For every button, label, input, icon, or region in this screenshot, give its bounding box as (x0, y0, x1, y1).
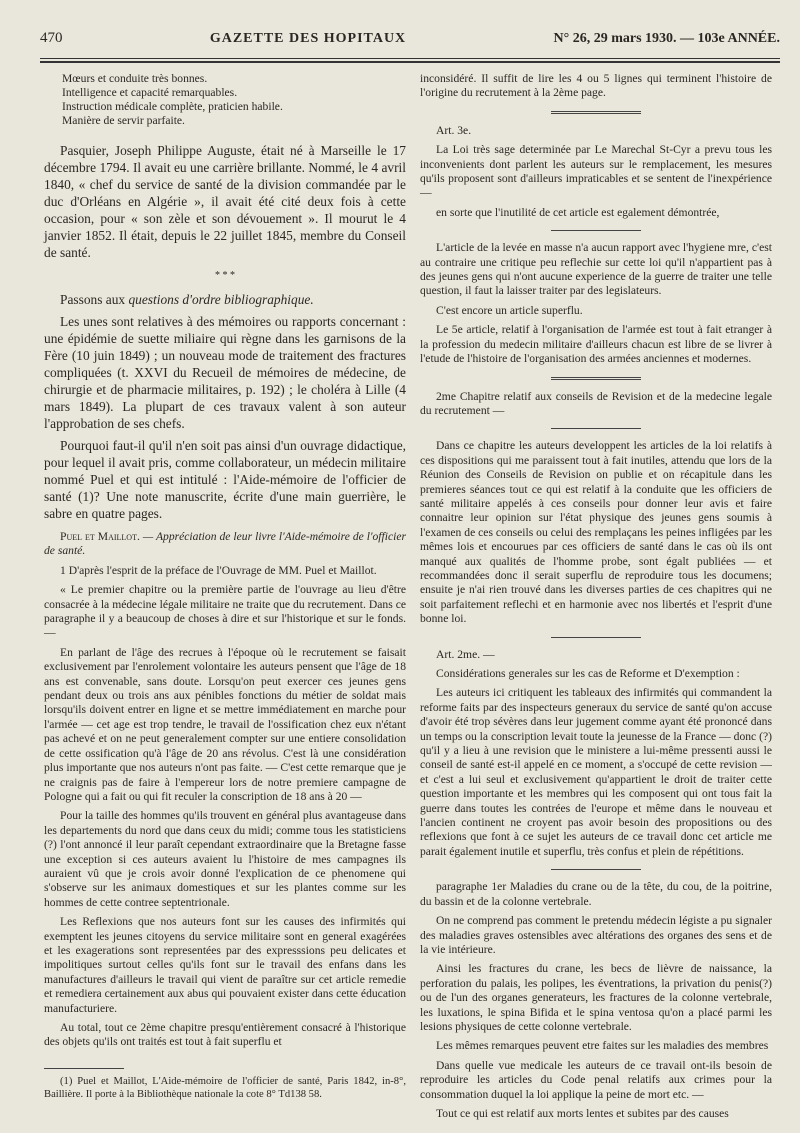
page-header (40, 30, 780, 56)
paragraph: inconsidéré. Il suffit de lire les 4 ou 5 lignes qui terminent l'histoire de l'origine du recrutement à la 2ème page. (420, 72, 772, 100)
paragraph: « Le premier chapitre ou la première partie de l'ouvrage au lieu d'être consacrée à la médecine légale militaire ne traite que du recrutement. Dans ce paragraphe il y a beaucoup de choses à dire et sur l'historique et sur le fonds. — (44, 583, 406, 640)
page-number: 470 (40, 30, 63, 46)
biblio-intro: Passons aux (60, 292, 126, 307)
qualification-item: Intelligence et capacité remarquables. (62, 86, 238, 99)
biblio-title: questions d'ordre bibliographique. (128, 292, 314, 307)
section-authors: Puel et Maillot. (60, 530, 140, 543)
paragraph: en sorte que l'inutilité de cet article est egalement démontrée, (436, 205, 720, 219)
paragraph: Ainsi les fractures du crane, les becs de lièvre de naissance, la perforation du palais, les polipes, les éventrations, la privation du penis(?) ou de l'un des organes generateurs, les fractures de la colonne vertebrale, les luxations, le spina Bifida et le spina ventosa qu'on a placé parmi les lesions physiques de cette colonne vertebrale. (420, 962, 772, 1033)
pasquier-paragraph: Pasquier, Joseph Philippe Auguste, était né à Marseille le 17 décembre 1794. Il avait eu une carrière brillante. Nommé, le 4 avril 1840, « chef du service de santé de la division commandée par le duc d'Orléans en Algérie », il avait été cité deux fois à cette occasion, pour « son zèle et son dévouement ». Il mourut le 4 janvier 1852. Il était, depuis le 22 juillet 1845, membre du Conseil de santé. (44, 143, 406, 260)
paragraph: Les auteurs ici critiquent les tableaux des infirmités qui commandent la reforme faits par des inspecteurs generaux du service de santé qu'on accuse d'avoir été trop sévères dans leur jugement comme ayant été prononcé dans un temps ou la conscription levait toute la jeunesse de la France — donc (?) qu'il y a lieu à une revision que le ministere a lui-même pressenti aussi le conseil de santé est-il appelé en ce moment, a s'occupé de cette revision — et c'est a lui seul et exclusivement qu'appartient le droit de traiter cette question importante et les membres qui les composent qui ont tous fait la guerre dans toutes les contrées de l'europe et même dans le nouveau et l'ancien continent ne croyent pas avoir besoin des propositions ou des reflexions que font à ce sujet les auteurs de ce travail donc cet article me parait également inutile et superflu, très confus et plein de répétitions. (420, 686, 772, 858)
section-heading (44, 530, 406, 559)
paragraph: Les mêmes remarques peuvent etre faites sur les maladies des membres (436, 1039, 769, 1053)
qualification-item: Instruction médicale complète, praticien habile. (62, 100, 283, 113)
article-heading: Art. 2me. — (436, 647, 495, 661)
section-title: — Appréciation de leur livre l'Aide-mémoire de l'officier de santé. (44, 530, 406, 558)
biblio-heading (44, 291, 406, 308)
paragraph: Dans quelle vue medicale les auteurs de ce travail ont-ils besoin de reproduire les articles du Code penal relatifs aux crimes pour la consommation duquel la loi applique la peine de mort etc. — (420, 1058, 772, 1101)
paragraph: Au total, tout ce 2ème chapitre presqu'entièrement consacré à l'historique des objets qu'ils ont traités est tout à fait superflu et (44, 1021, 406, 1049)
paragraph: En parlant de l'âge des recrues à l'époque où le recrutement se faisait exclusivement par l'enrolement volontaire les auteurs pensent que l'âge de 18 ans est convenable, sans doute. Lorsqu'on peut exercer ces jeunes gens pendant deux ou trois ans aux pénibles fonctions du métier de soldat mais lorsqu'ils doivent entrer en ligne et se mettre immédiatement en marche pour l'armée — cet age est trop tendre, le travail de l'ossification chez eux n'étant pas achevé et on ne peut generalement compter sur une entiere consolidation de cette ossification qu'à l'âge de 20 ans révolus. C'est là une considération plus importante que nos auteurs n'ont pas faite. — C'est cette remarque que je ne craignis pas de faire à l'empereur lors de notre premiere campagne de Pologne qui a fait ou qui fit reculer la conscription de 18 ans à 20 — (44, 645, 406, 803)
separator (551, 637, 641, 638)
separator (551, 230, 641, 231)
qualification-item: Mœurs et conduite très bonnes. (62, 72, 208, 85)
paragraph: Tout ce qui est relatif aux morts lentes et subites par des causes (436, 1106, 729, 1120)
asterism: * * * (215, 270, 235, 281)
separator (551, 869, 641, 870)
paragraph: C'est encore un article superflu. (436, 303, 583, 317)
footnote: (1) Puel et Maillot, L'Aide-mémoire de l'officier de santé, Paris 1842, in-8°, Baillière. Il porte à la Bibliothèque nationale la cote 8° Td138 58. (44, 1075, 406, 1100)
separator (551, 111, 641, 114)
paragraph: L'article de la levée en masse n'a aucun rapport avec l'hygiene mre, c'est au contraire une critique peu reflechie sur cette loi qu'il n'appartient pas à des jeunes gens qui n'ont aucune experience de la guerre de traiter une telle question, il faut la laisser traiter par des legislateurs. (420, 241, 772, 298)
header-rule-thick (40, 61, 780, 63)
paragraph: Les Reflexions que nos auteurs font sur les causes des infirmités qui exemptent les jeunes citoyens du service militaire sont en general exagérées et les exagerations sont representées par des expresssions peu delicates et impolitiques surtout celles qu'ils font sur le travail des enfans dans les manufactures d'ailleurs le travail qui vient de paraître sur cet article remedie et remediera certainement aux abus qui pouvaient exister dans cette éducation manufacturiere. (44, 915, 406, 1015)
separator (551, 428, 641, 429)
left-column (44, 72, 406, 1113)
paragraph: Pour la taille des hommes qu'ils trouvent en général plus avantageuse dans les departements du nord que dans ceux du midi; comme tous les statisticiens (?) l'ont annoncé il leur paraît cependant extraordinaire que la Bretagne fasse une exception si ces auteurs avaient lu l'histoire de mes campagnes ils auraient vû que je crois avoir donné l'explication de ce phenomene qui s'observe sur les animaux domestiques et sur les plantes comme sur les hommes de cette contree septentrionale. (44, 809, 406, 909)
footnote-rule (44, 1068, 124, 1069)
chapter-heading: 2me Chapitre relatif aux conseils de Revision et de la medecine legale du recrutement — (420, 389, 772, 417)
paragraph: La Loi très sage determinée par Le Marechal St-Cyr a prevu tous les inconvenients dont parlent les auteurs sur le remplacement, les mesures qu'ils proposent sont d'ailleurs impraticables et se sentent de l'inexpérience — (420, 143, 772, 200)
paragraph: paragraphe 1er Maladies du crane ou de la tête, du cou, de la poitrine, du bassin et de la colonne vertebrale. (420, 880, 772, 908)
right-column (420, 72, 772, 1120)
header-rule (40, 58, 780, 59)
paragraph: On ne comprend pas comment le pretendu médecin légiste a pu signaler des maladies graves ostensibles avec altérations des organes des sens et de la vie intérieure. (420, 914, 772, 956)
issue-info: N° 26, 29 mars 1930. — 103e ANNÉE. (553, 31, 780, 46)
paragraph: Le 5e article, relatif à l'organisation de l'armée est tout à fait etranger à la profession du medecin militaire d'ailleurs chacun est libre de se livrer à l'etude de l'histoire de l'organisation des armées anciennes et modernes. (420, 323, 772, 366)
paragraph: Considérations generales sur les cas de Reforme et D'exemption : (436, 667, 740, 680)
biblio-paragraph-2: Pourquoi faut-il qu'il n'en soit pas ainsi d'un ouvrage didactique, pour lequel il avait pris, comme collaborateur, un médecin militaire nommé Puel et qui est intitulé : l'Aide-mémoire de l'officier de santé (1)? Une note manuscrite, écrite d'une main guerrière, le sabre en quatre pages. (44, 438, 406, 521)
biblio-paragraph-1: Les unes sont relatives à des mémoires ou rapports concernant : une épidémie de suette miliaire qui règne dans les garnisons de la Fère (10 juin 1849) ; un nouveau mode de traitement des fractures compliquées (t. XXVI du Recueil de mémoires de médecine, de chirurgie et de pharmacie militaires, p. 192) ; le choléra à Lille (4 mars 1849). La plupart de ces travaux valent à son auteur l'approbation de ses chefs. (44, 314, 406, 431)
separator (551, 377, 641, 380)
paragraph: 1 D'après l'esprit de la préface de l'Ouvrage de MM. Puel et Maillot. (60, 563, 377, 577)
qualification-item: Manière de servir parfaite. (62, 114, 185, 127)
article-heading: Art. 3e. (436, 123, 472, 137)
journal-title: GAZETTE DES HOPITAUX (209, 31, 407, 46)
qualifications-list (44, 72, 406, 128)
paragraph: Dans ce chapitre les auteurs developpent les articles de la loi relatifs à ces dispositions qui me paraissent tout à fait inutiles, attendu que lors de la Réunion des Conseils de Revision on publie et on récapitule dans les premieres séances tout ce qui est relatif à la conduite que les officiers de santé militaire appelés à ces conseils pour donner leur avis et faire connaitre leur opinion sur l'état physique des jeunes gens soumis à l'examen de ces conseils ou celui des remplaçans les peines infligées par les mêmes lois et encourues par ces officiers de santé dans le cas où ils ont manqué aux qualités de l'homme probe, sont égalt publiées — et recommandées donc il serait superflu de reproduire tous les documens; ensuite je n'ai rien trouvé dans les diverses parties de ces chapitres qui ne soit parfaitement reflechi et en harmonie avec nos libertés et l'esprit d'une bonne loi. (420, 439, 772, 626)
